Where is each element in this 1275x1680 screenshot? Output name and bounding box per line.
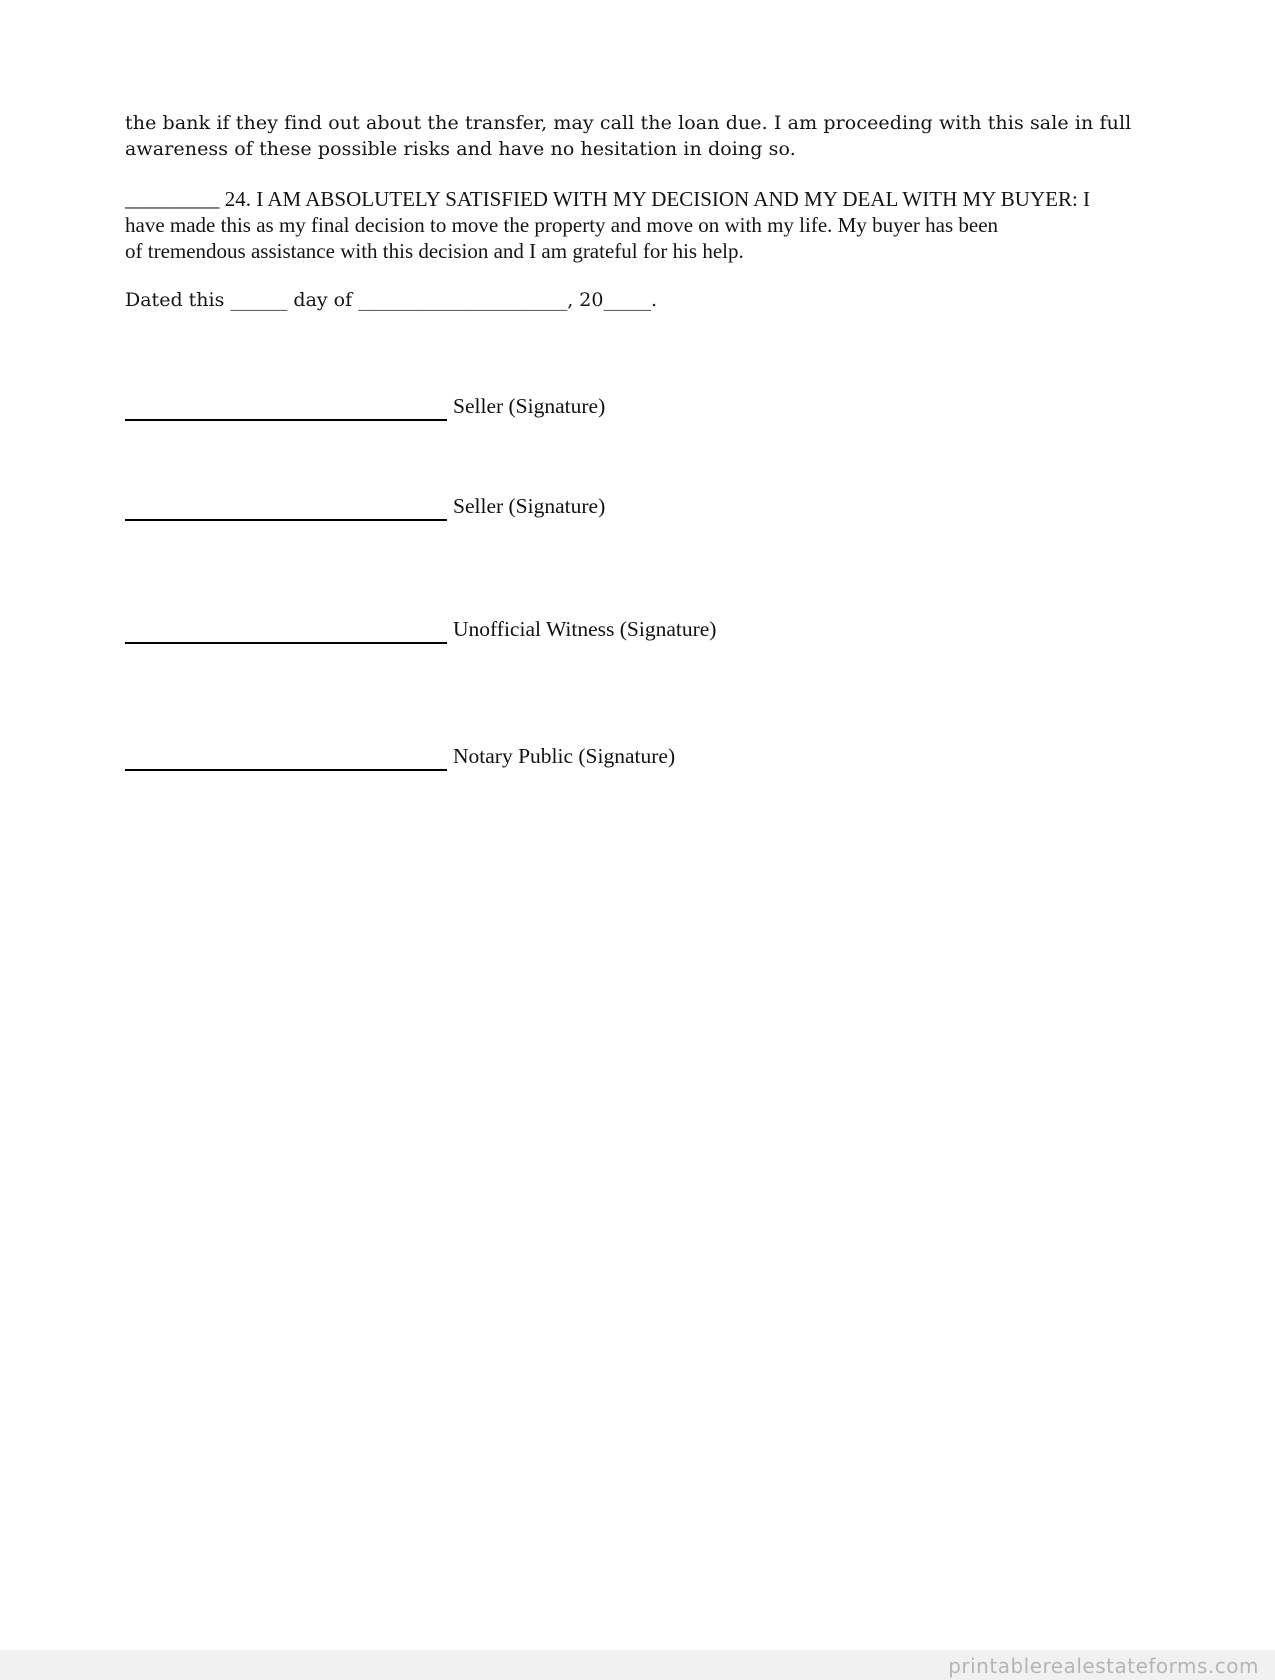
unofficial-witness-signature-label: Unofficial Witness (Signature) [453,617,717,641]
risk-paragraph-line-1: the bank if they find out about the transfer, may call the loan due. I am proceeding with this sale in full [125,112,1132,134]
footer-watermark-bar [0,1650,1275,1680]
seller-signature-label-1: Seller (Signature) [453,394,606,418]
clause-24-line-2: have made this as my final decision to move the property and move on with my life. My buyer has been [125,213,999,237]
clause-24-paragraph [125,186,1090,264]
risk-paragraph-line-2: awareness of these possible risks and have no hesitation in doing so. [125,138,796,160]
notary-public-signature-label: Notary Public (Signature) [453,744,676,768]
risk-paragraph [125,110,1131,162]
seller-signature-line-2 [125,496,447,521]
unofficial-witness-signature-row [125,616,716,642]
seller-signature-line-1 [125,396,447,421]
dated-line: Dated this ______ day of ______________________, 20_____. [125,289,657,311]
seller-signature-row-2 [125,493,605,519]
clause-24-line-3: of tremendous assistance with this decision and I am grateful for his help. [125,239,744,263]
notary-public-signature-line [125,746,447,771]
seller-signature-label-2: Seller (Signature) [453,494,606,518]
footer-site-text: printablerealestateforms.com [948,1654,1259,1678]
unofficial-witness-signature-line [125,619,447,644]
clause-24-line-1: _________ 24. I AM ABSOLUTELY SATISFIED WITH MY DECISION AND MY DEAL WITH MY BUYER: I [125,187,1091,211]
seller-signature-row-1 [125,393,605,419]
notary-public-signature-row [125,743,675,769]
